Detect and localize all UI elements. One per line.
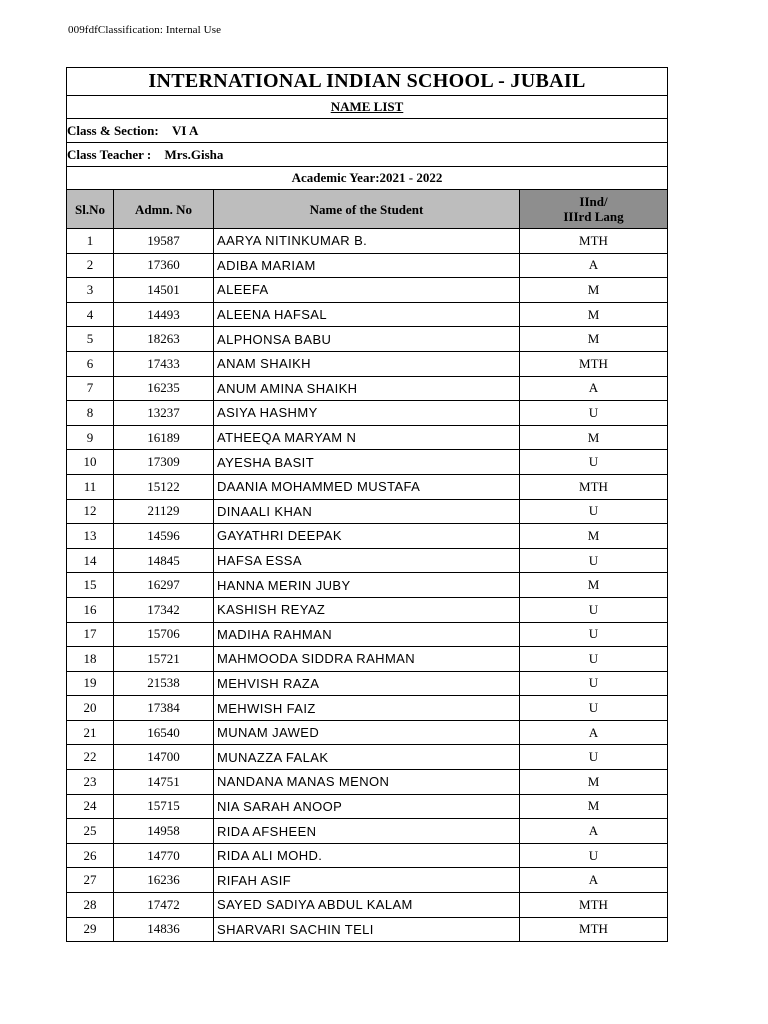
admn-no-cell: 21538 (114, 671, 214, 696)
admn-no-cell: 17384 (114, 696, 214, 721)
language-cell: U (520, 450, 668, 475)
language-cell: A (520, 868, 668, 893)
admn-no-cell: 15122 (114, 474, 214, 499)
language-cell: MTH (520, 229, 668, 254)
sl-no-cell: 25 (67, 819, 114, 844)
school-name-title: INTERNATIONAL INDIAN SCHOOL - JUBAIL (67, 68, 668, 96)
sl-no-cell: 3 (67, 278, 114, 303)
sl-no-cell: 10 (67, 450, 114, 475)
table-row (67, 794, 668, 819)
column-header-sl-no: Sl.No (67, 190, 114, 229)
class-teacher-label: Class Teacher : (67, 146, 152, 162)
sl-no-cell: 29 (67, 917, 114, 942)
sl-no-cell: 9 (67, 425, 114, 450)
language-cell: U (520, 499, 668, 524)
table-row (67, 843, 668, 868)
language-cell: U (520, 745, 668, 770)
admn-no-cell: 15721 (114, 647, 214, 672)
table-row (67, 770, 668, 795)
student-name-cell: DINAALI KHAN (214, 499, 520, 524)
language-cell: A (520, 819, 668, 844)
student-name-cell: RIDA ALI MOHD. (214, 843, 520, 868)
classification-label: 009fdfClassification: Internal Use (68, 24, 222, 36)
language-header-line2: IIIrd Lang (563, 209, 624, 224)
sl-no-cell: 13 (67, 524, 114, 549)
table-row (67, 327, 668, 352)
student-name-cell: KASHISH REYAZ (214, 597, 520, 622)
sl-no-cell: 26 (67, 843, 114, 868)
language-cell: U (520, 548, 668, 573)
admn-no-cell: 17360 (114, 253, 214, 278)
admn-no-cell: 18263 (114, 327, 214, 352)
language-cell: M (520, 425, 668, 450)
language-cell: U (520, 401, 668, 426)
sl-no-cell: 24 (67, 794, 114, 819)
admn-no-cell: 15715 (114, 794, 214, 819)
table-row (67, 548, 668, 573)
student-name-cell: ANUM AMINA SHAIKH (214, 376, 520, 401)
table-row (67, 720, 668, 745)
list-title: NAME LIST (67, 96, 668, 119)
sl-no-cell: 16 (67, 597, 114, 622)
name-list-table (66, 67, 668, 942)
table-row (67, 401, 668, 426)
table-row (67, 302, 668, 327)
admn-no-cell: 14958 (114, 819, 214, 844)
language-cell: MTH (520, 351, 668, 376)
admn-no-cell: 21129 (114, 499, 214, 524)
table-row (67, 647, 668, 672)
admn-no-cell: 14836 (114, 917, 214, 942)
table-row (67, 425, 668, 450)
student-name-cell: NANDANA MANAS MENON (214, 770, 520, 795)
student-name-cell: ALEENA HAFSAL (214, 302, 520, 327)
student-name-cell: ATHEEQA MARYAM N (214, 425, 520, 450)
sl-no-cell: 23 (67, 770, 114, 795)
sl-no-cell: 5 (67, 327, 114, 352)
table-row (67, 376, 668, 401)
admn-no-cell: 16236 (114, 868, 214, 893)
language-cell: M (520, 770, 668, 795)
sl-no-cell: 22 (67, 745, 114, 770)
student-name-cell: ASIYA HASHMY (214, 401, 520, 426)
language-cell: M (520, 573, 668, 598)
admn-no-cell: 14845 (114, 548, 214, 573)
class-section-row (67, 119, 668, 143)
admn-no-cell: 15706 (114, 622, 214, 647)
student-name-cell: RIFAH ASIF (214, 868, 520, 893)
table-row (67, 745, 668, 770)
language-cell: MTH (520, 917, 668, 942)
table-row (67, 573, 668, 598)
class-teacher-row (67, 143, 668, 167)
sl-no-cell: 4 (67, 302, 114, 327)
academic-year: Academic Year:2021 - 2022 (67, 167, 668, 190)
sl-no-cell: 28 (67, 893, 114, 918)
table-row (67, 819, 668, 844)
student-name-cell: MUNAM JAWED (214, 720, 520, 745)
table-header-row (67, 190, 668, 229)
admn-no-cell: 14596 (114, 524, 214, 549)
table-row (67, 278, 668, 303)
table-row (67, 524, 668, 549)
student-name-cell: GAYATHRI DEEPAK (214, 524, 520, 549)
sl-no-cell: 7 (67, 376, 114, 401)
language-cell: A (520, 376, 668, 401)
table-row (67, 917, 668, 942)
table-row (67, 893, 668, 918)
student-name-cell: AARYA NITINKUMAR B. (214, 229, 520, 254)
table-row (67, 696, 668, 721)
sl-no-cell: 2 (67, 253, 114, 278)
student-name-cell: MEHWISH FAIZ (214, 696, 520, 721)
sl-no-cell: 12 (67, 499, 114, 524)
sl-no-cell: 8 (67, 401, 114, 426)
sl-no-cell: 21 (67, 720, 114, 745)
language-cell: M (520, 278, 668, 303)
admn-no-cell: 14770 (114, 843, 214, 868)
student-name-cell: SAYED SADIYA ABDUL KALAM (214, 893, 520, 918)
table-row (67, 474, 668, 499)
student-name-cell: HANNA MERIN JUBY (214, 573, 520, 598)
sl-no-cell: 6 (67, 351, 114, 376)
sl-no-cell: 27 (67, 868, 114, 893)
admn-no-cell: 14493 (114, 302, 214, 327)
class-section-label: Class & Section: (67, 122, 159, 138)
student-name-cell: ALEEFA (214, 278, 520, 303)
sl-no-cell: 14 (67, 548, 114, 573)
language-cell: MTH (520, 474, 668, 499)
student-name-cell: ANAM SHAIKH (214, 351, 520, 376)
student-name-cell: ADIBA MARIAM (214, 253, 520, 278)
admn-no-cell: 16297 (114, 573, 214, 598)
table-row (67, 868, 668, 893)
admn-no-cell: 14700 (114, 745, 214, 770)
student-name-cell: ALPHONSA BABU (214, 327, 520, 352)
language-cell: A (520, 253, 668, 278)
student-name-cell: MUNAZZA FALAK (214, 745, 520, 770)
sl-no-cell: 15 (67, 573, 114, 598)
class-teacher-value: Mrs.Gisha (164, 146, 224, 162)
sl-no-cell: 1 (67, 229, 114, 254)
admn-no-cell: 14751 (114, 770, 214, 795)
admn-no-cell: 17309 (114, 450, 214, 475)
language-cell: A (520, 720, 668, 745)
student-name-cell: AYESHA BASIT (214, 450, 520, 475)
admn-no-cell: 16189 (114, 425, 214, 450)
admn-no-cell: 17472 (114, 893, 214, 918)
table-row (67, 253, 668, 278)
language-cell: U (520, 696, 668, 721)
language-cell: U (520, 597, 668, 622)
language-cell: MTH (520, 893, 668, 918)
language-cell: M (520, 302, 668, 327)
table-row (67, 622, 668, 647)
table-row (67, 499, 668, 524)
student-name-cell: MADIHA RAHMAN (214, 622, 520, 647)
admn-no-cell: 16235 (114, 376, 214, 401)
student-name-cell: SHARVARI SACHIN TELI (214, 917, 520, 942)
student-name-cell: DAANIA MOHAMMED MUSTAFA (214, 474, 520, 499)
student-name-cell: RIDA AFSHEEN (214, 819, 520, 844)
student-name-cell: HAFSA ESSA (214, 548, 520, 573)
student-name-cell: NIA SARAH ANOOP (214, 794, 520, 819)
sl-no-cell: 18 (67, 647, 114, 672)
admn-no-cell: 13237 (114, 401, 214, 426)
table-row (67, 597, 668, 622)
language-cell: M (520, 327, 668, 352)
table-row (67, 351, 668, 376)
language-cell: U (520, 647, 668, 672)
language-header-line1: IInd/ (579, 194, 608, 209)
class-section-value: VI A (171, 122, 199, 138)
admn-no-cell: 17433 (114, 351, 214, 376)
admn-no-cell: 17342 (114, 597, 214, 622)
admn-no-cell: 16540 (114, 720, 214, 745)
language-cell: U (520, 671, 668, 696)
language-cell: M (520, 794, 668, 819)
language-cell: U (520, 843, 668, 868)
student-name-cell: MEHVISH RAZA (214, 671, 520, 696)
admn-no-cell: 19587 (114, 229, 214, 254)
admn-no-cell: 14501 (114, 278, 214, 303)
table-row (67, 450, 668, 475)
language-cell: U (520, 622, 668, 647)
student-name-cell: MAHMOODA SIDDRA RAHMAN (214, 647, 520, 672)
sl-no-cell: 19 (67, 671, 114, 696)
table-row (67, 229, 668, 254)
column-header-admn-no: Admn. No (114, 190, 214, 229)
table-row (67, 671, 668, 696)
sl-no-cell: 20 (67, 696, 114, 721)
column-header-language (520, 190, 668, 229)
column-header-student-name: Name of the Student (214, 190, 520, 229)
sl-no-cell: 17 (67, 622, 114, 647)
sl-no-cell: 11 (67, 474, 114, 499)
language-cell: M (520, 524, 668, 549)
